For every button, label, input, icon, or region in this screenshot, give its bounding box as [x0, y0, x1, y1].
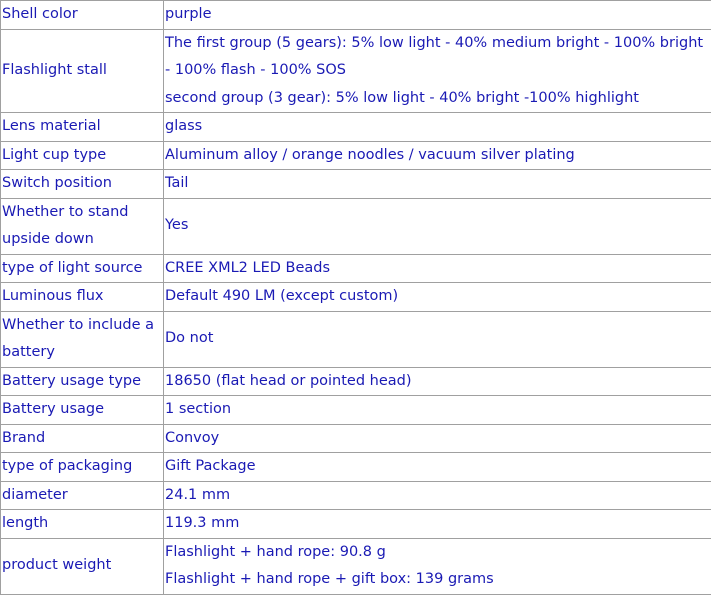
table-row: [1, 311, 711, 367]
spec-value: Yes: [165, 212, 710, 240]
spec-value: Aluminum alloy / orange noodles / vacuum silver plating: [165, 142, 710, 170]
spec-label: Light cup type: [2, 142, 162, 170]
spec-label-cell: [1, 254, 164, 283]
spec-value-cell: [164, 424, 711, 453]
spec-value-cell: [164, 510, 711, 539]
spec-label: upside down: [2, 226, 162, 254]
spec-value: Do not: [165, 325, 710, 353]
spec-label: Shell color: [2, 1, 162, 29]
spec-table-body: [1, 1, 711, 595]
spec-value-cell: [164, 311, 711, 367]
spec-label-cell: [1, 453, 164, 482]
spec-label: Switch position: [2, 170, 162, 198]
spec-label-cell: [1, 141, 164, 170]
spec-value: 24.1 mm: [165, 482, 710, 510]
spec-value-cell: [164, 481, 711, 510]
spec-value-cell: [164, 113, 711, 142]
spec-label: type of packaging: [2, 453, 162, 481]
spec-value-cell: [164, 198, 711, 254]
table-row: [1, 170, 711, 199]
spec-value: The first group (5 gears): 5% low light - 40% medium bright - 100% bright: [165, 30, 710, 58]
spec-label-cell: [1, 1, 164, 30]
spec-label-cell: [1, 396, 164, 425]
spec-value: 1 section: [165, 396, 710, 424]
spec-value: second group (3 gear): 5% low light - 40% bright -100% highlight: [165, 85, 710, 113]
spec-label: Whether to include a: [2, 312, 162, 340]
spec-value: Flashlight + hand rope + gift box: 139 grams: [165, 566, 710, 594]
spec-value-cell: [164, 1, 711, 30]
spec-value-cell: [164, 283, 711, 312]
table-row: [1, 29, 711, 113]
table-row: [1, 424, 711, 453]
spec-label-cell: [1, 29, 164, 113]
table-row: [1, 141, 711, 170]
table-row: [1, 283, 711, 312]
spec-value: Flashlight + hand rope: 90.8 g: [165, 539, 710, 567]
spec-label-cell: [1, 424, 164, 453]
spec-value-cell: [164, 396, 711, 425]
spec-value: Tail: [165, 170, 710, 198]
spec-label-cell: [1, 170, 164, 199]
spec-value: CREE XML2 LED Beads: [165, 255, 710, 283]
table-row: [1, 367, 711, 396]
spec-label: diameter: [2, 482, 162, 510]
spec-label: Brand: [2, 425, 162, 453]
spec-label-cell: [1, 481, 164, 510]
table-row: [1, 481, 711, 510]
spec-label-cell: [1, 510, 164, 539]
spec-label-cell: [1, 367, 164, 396]
spec-value-cell: [164, 367, 711, 396]
spec-value: - 100% flash - 100% SOS: [165, 57, 710, 85]
spec-label: Whether to stand: [2, 199, 162, 227]
table-row: [1, 1, 711, 30]
table-row: [1, 453, 711, 482]
table-row: [1, 113, 711, 142]
spec-label: type of light source: [2, 255, 162, 283]
spec-label: Battery usage: [2, 396, 162, 424]
spec-label-cell: [1, 283, 164, 312]
spec-value-cell: [164, 141, 711, 170]
spec-value-cell: [164, 29, 711, 113]
table-row: [1, 254, 711, 283]
spec-value-cell: [164, 254, 711, 283]
spec-label: battery: [2, 339, 162, 367]
spec-label: Battery usage type: [2, 368, 162, 396]
spec-value: purple: [165, 1, 710, 29]
spec-label: Luminous flux: [2, 283, 162, 311]
spec-value: 18650 (flat head or pointed head): [165, 368, 710, 396]
spec-value: Default 490 LM (except custom): [165, 283, 710, 311]
spec-value: Gift Package: [165, 453, 710, 481]
spec-value: Convoy: [165, 425, 710, 453]
spec-value: glass: [165, 113, 710, 141]
spec-label: Lens material: [2, 113, 162, 141]
table-row: [1, 396, 711, 425]
spec-label: product weight: [2, 552, 162, 580]
spec-label: length: [2, 510, 162, 538]
spec-label-cell: [1, 113, 164, 142]
spec-label-cell: [1, 311, 164, 367]
table-row: [1, 198, 711, 254]
spec-value-cell: [164, 453, 711, 482]
spec-value: 119.3 mm: [165, 510, 710, 538]
spec-value-cell: [164, 170, 711, 199]
spec-label-cell: [1, 198, 164, 254]
spec-label: Flashlight stall: [2, 57, 162, 85]
table-row: [1, 510, 711, 539]
